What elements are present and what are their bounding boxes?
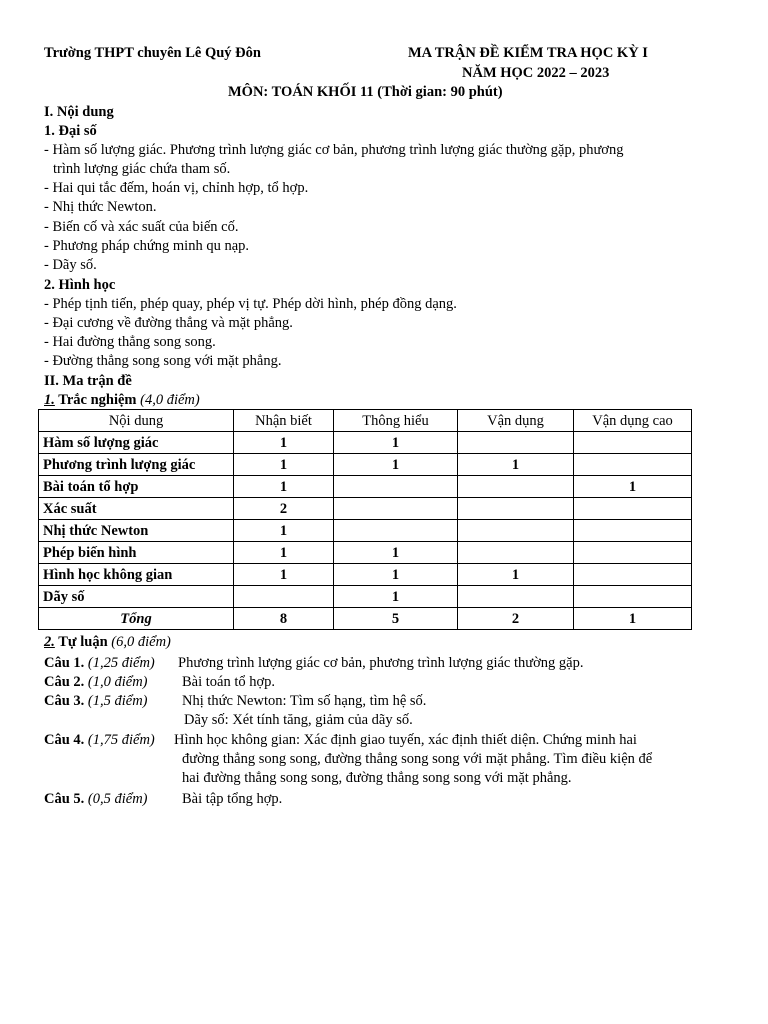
- question-points: (1,5 điểm): [87, 693, 148, 709]
- question-text: Dãy số: Xét tính tăng, giảm của dãy số.: [184, 712, 413, 728]
- total-cell: 1: [574, 608, 692, 630]
- essay-points: (6,0 điểm): [111, 634, 171, 650]
- count-cell: 1: [334, 564, 458, 586]
- count-cell: 1: [234, 564, 334, 586]
- total-cell: 2: [458, 608, 574, 630]
- question-points: (1,75 điểm): [87, 732, 155, 748]
- count-cell: [574, 542, 692, 564]
- geometry-item: - Phép tịnh tiến, phép quay, phép vị tự. Phép dời hình, phép đồng dạng.: [44, 296, 457, 312]
- count-cell: 1: [234, 520, 334, 542]
- count-cell: [458, 586, 574, 608]
- count-cell: [574, 520, 692, 542]
- topic-cell: Nhị thức Newton: [39, 520, 234, 542]
- total-cell: 8: [234, 608, 334, 630]
- header-cell: Nội dung: [39, 410, 234, 432]
- count-cell: 1: [574, 476, 692, 498]
- topic-cell: Hình học không gian: [39, 564, 234, 586]
- essay-label: Tự luận: [54, 634, 112, 650]
- matrix-table: [38, 409, 692, 630]
- question-1: [44, 654, 155, 674]
- geometry-item: - Hai đường thẳng song song.: [44, 334, 216, 350]
- question-points: (1,0 điểm): [87, 674, 148, 690]
- essay-heading: [44, 633, 171, 653]
- mcq-points: (4,0 điểm): [140, 392, 200, 408]
- table-row: [39, 520, 692, 542]
- count-cell: [574, 586, 692, 608]
- question-text: Bài tập tổng hợp.: [182, 791, 283, 807]
- count-cell: [574, 564, 692, 586]
- section-content-heading: I. Nội dung: [44, 104, 114, 120]
- header-cell: Thông hiểu: [334, 410, 458, 432]
- school-name: Trường THPT chuyên Lê Quý Đôn: [44, 45, 261, 61]
- table-row: [39, 432, 692, 454]
- table-row: [39, 542, 692, 564]
- table-row: [39, 564, 692, 586]
- question-label: Câu 4.: [44, 732, 85, 748]
- algebra-item: - Dãy số.: [44, 257, 97, 273]
- mcq-heading: [44, 391, 200, 411]
- count-cell: 1: [334, 542, 458, 564]
- total-cell: 5: [334, 608, 458, 630]
- topic-cell: Phép biến hình: [39, 542, 234, 564]
- table-row: [39, 498, 692, 520]
- question-label: Câu 5.: [44, 791, 85, 807]
- count-cell: [458, 520, 574, 542]
- count-cell: 1: [458, 454, 574, 476]
- table-row: [39, 454, 692, 476]
- count-cell: [458, 498, 574, 520]
- question-text: đường thẳng song song, đường thẳng song song với mặt phẳng. Tìm điều kiện để: [182, 751, 653, 767]
- question-text: Hình học không gian: Xác định giao tuyến, xác định thiết diện. Chứng minh hai: [174, 732, 637, 748]
- count-cell: 1: [334, 432, 458, 454]
- algebra-item: - Phương pháp chứng minh qu nạp.: [44, 238, 250, 254]
- question-5: [44, 790, 148, 810]
- header-cell: Vận dụng cao: [574, 410, 692, 432]
- count-cell: 1: [334, 454, 458, 476]
- count-cell: [574, 498, 692, 520]
- count-cell: [574, 454, 692, 476]
- count-cell: [334, 476, 458, 498]
- geometry-item: - Đại cương về đường thẳng và mặt phẳng.: [44, 315, 293, 331]
- question-label: Câu 2.: [44, 674, 85, 690]
- algebra-item: - Biến cố và xác suất của biến cố.: [44, 219, 239, 235]
- mcq-number: 1.: [44, 392, 55, 408]
- topic-cell: Dãy số: [39, 586, 234, 608]
- document-title: MA TRẬN ĐỀ KIỂM TRA HỌC KỲ I: [408, 45, 648, 61]
- count-cell: 1: [234, 476, 334, 498]
- question-text: Nhị thức Newton: Tìm số hạng, tìm hệ số.: [182, 693, 427, 709]
- question-label: Câu 3.: [44, 693, 85, 709]
- question-points: (0,5 điểm): [87, 791, 148, 807]
- question-text: Bài toán tổ hợp.: [182, 674, 276, 690]
- total-label-cell: Tổng: [39, 608, 234, 630]
- algebra-item: - Nhị thức Newton.: [44, 199, 157, 215]
- table-total-row: [39, 608, 692, 630]
- topic-cell: Phương trình lượng giác: [39, 454, 234, 476]
- algebra-item: - Hàm số lượng giác. Phương trình lượng giác cơ bản, phương trình lượng giác thường gặp, phương: [44, 142, 624, 158]
- header-cell: Nhận biết: [234, 410, 334, 432]
- question-4: [44, 731, 155, 751]
- question-text: Phương trình lượng giác cơ bản, phương trình lượng giác thường gặp.: [178, 655, 584, 671]
- header-cell: Vận dụng: [458, 410, 574, 432]
- mcq-label: Trắc nghiệm: [54, 392, 141, 408]
- topic-cell: Xác suất: [39, 498, 234, 520]
- geometry-item: - Đường thẳng song song với mặt phẳng.: [44, 353, 282, 369]
- algebra-heading: 1. Đại số: [44, 123, 97, 139]
- question-points: (1,25 điểm): [87, 655, 155, 671]
- count-cell: 1: [458, 564, 574, 586]
- count-cell: [334, 498, 458, 520]
- subject-line: MÔN: TOÁN KHỐI 11 (Thời gian: 90 phút): [228, 84, 503, 100]
- geometry-heading: 2. Hình học: [44, 277, 116, 293]
- algebra-item: trình lượng giác chứa tham số.: [53, 161, 231, 177]
- count-cell: 1: [234, 432, 334, 454]
- essay-number: 2.: [44, 634, 55, 650]
- topic-cell: Bài toán tổ hợp: [39, 476, 234, 498]
- section-matrix-heading: II. Ma trận đề: [44, 373, 132, 389]
- count-cell: [574, 432, 692, 454]
- topic-cell: Hàm số lượng giác: [39, 432, 234, 454]
- count-cell: 1: [234, 454, 334, 476]
- algebra-item: - Hai qui tắc đếm, hoán vị, chỉnh hợp, tổ hợp.: [44, 180, 309, 196]
- question-3: [44, 692, 148, 712]
- count-cell: [458, 432, 574, 454]
- count-cell: 1: [334, 586, 458, 608]
- count-cell: 1: [234, 542, 334, 564]
- count-cell: 2: [234, 498, 334, 520]
- count-cell: [234, 586, 334, 608]
- count-cell: [458, 542, 574, 564]
- question-2: [44, 673, 148, 693]
- school-year: NĂM HỌC 2022 – 2023: [462, 65, 610, 81]
- question-label: Câu 1.: [44, 655, 85, 671]
- count-cell: [334, 520, 458, 542]
- table-header-row: [39, 410, 692, 432]
- question-text: hai đường thẳng song song, đường thẳng song song với mặt phẳng.: [182, 770, 572, 786]
- table-row: [39, 476, 692, 498]
- table-row: [39, 586, 692, 608]
- count-cell: [458, 476, 574, 498]
